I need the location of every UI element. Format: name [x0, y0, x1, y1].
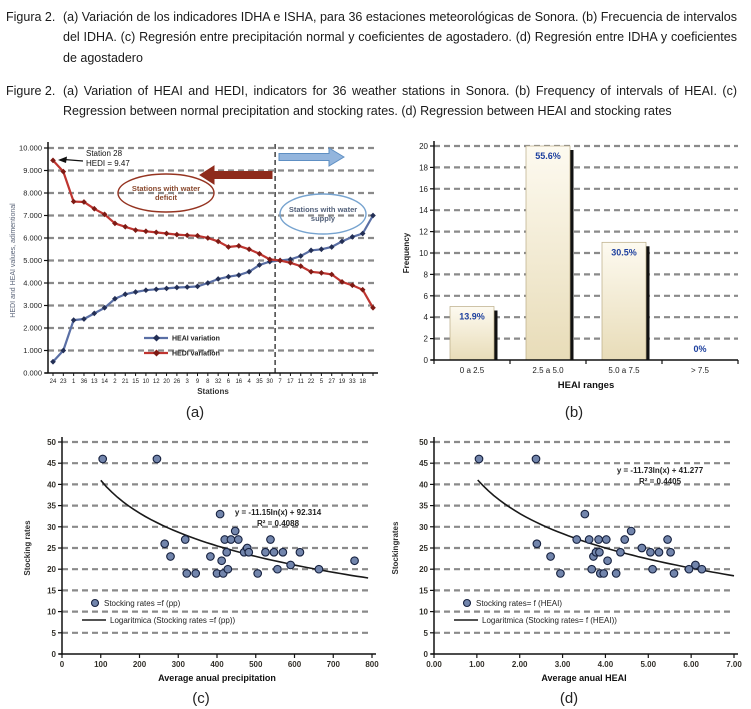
- x-tick-label: 17: [287, 379, 294, 385]
- y-tick-label: 10: [419, 607, 428, 617]
- x-tick-label: 36: [80, 379, 88, 385]
- y-tick-label: 8: [423, 270, 428, 280]
- x-tick-label: 21: [121, 379, 129, 385]
- data-point: [581, 510, 589, 518]
- data-point: [267, 536, 275, 544]
- data-point-marker: [195, 284, 201, 290]
- data-point: [655, 548, 663, 556]
- data-point: [533, 540, 541, 548]
- bar-shadow: [494, 311, 498, 361]
- data-point: [638, 544, 646, 552]
- y-tick-label: 20: [419, 565, 428, 575]
- x-tick-label: 9: [195, 379, 200, 385]
- x-tick-label: 200: [132, 660, 147, 669]
- data-point: [667, 548, 675, 556]
- x-tick-label: 24: [49, 379, 57, 385]
- x-tick-label: 20: [163, 379, 170, 385]
- trend-equation: y = -11.15ln(x) + 92.314: [234, 508, 322, 517]
- data-point-marker: [153, 230, 159, 236]
- x-tick-label: 15: [132, 379, 139, 385]
- data-point-marker: [236, 243, 242, 249]
- data-point-marker: [153, 286, 159, 292]
- bar-shadow: [646, 246, 650, 360]
- y-tick-label: 35: [419, 501, 428, 511]
- x-tick-label: 26: [173, 379, 181, 385]
- data-point-marker: [174, 232, 180, 238]
- deficit-ellipse-label: Stations with water: [131, 184, 201, 193]
- y-tick-label: 25: [47, 544, 56, 553]
- data-point: [235, 536, 243, 544]
- data-point: [670, 570, 678, 578]
- data-point: [224, 565, 232, 573]
- data-point: [627, 527, 635, 535]
- x-tick-label: 2.00: [511, 660, 528, 669]
- data-point-marker: [319, 246, 325, 252]
- data-point-marker: [205, 280, 211, 286]
- y-tick-label: 12: [419, 227, 428, 237]
- bar-value-label: 0%: [693, 344, 707, 354]
- y-tick-label: 5: [423, 628, 428, 638]
- y-tick-label: 1.000: [23, 346, 42, 355]
- y-tick-label: 30: [47, 522, 56, 532]
- data-point-marker: [184, 284, 190, 290]
- bar: [526, 146, 570, 360]
- bar-shadow: [570, 150, 574, 360]
- x-tick-label: 12: [152, 379, 160, 385]
- x-tick-label: 7: [278, 379, 282, 385]
- data-point-marker: [236, 272, 242, 278]
- supply-ellipse-label: Stations with water: [288, 205, 358, 214]
- y-tick-label: 45: [419, 459, 428, 469]
- annotation-arrow-head-icon: [58, 157, 67, 164]
- y-tick-label: 40: [47, 480, 56, 490]
- x-tick-label: 35: [256, 379, 263, 385]
- data-point-marker: [205, 235, 211, 241]
- trend-r2: R² = 0.4088: [256, 519, 300, 528]
- x-tick-label: 3: [185, 379, 189, 385]
- data-point: [588, 565, 596, 573]
- y-tick-label: 10: [47, 607, 56, 617]
- data-point-marker: [143, 287, 149, 293]
- data-point: [612, 570, 620, 578]
- x-tick-label: 4: [247, 379, 251, 385]
- chart-b-bar-chart: [400, 136, 748, 398]
- caption-english: [6, 81, 741, 122]
- figure-area: [0, 134, 751, 709]
- x-tick-label: 300: [171, 660, 185, 669]
- y-tick-label: 6.000: [23, 233, 42, 243]
- data-point: [647, 548, 655, 556]
- data-point: [617, 548, 625, 556]
- data-point-marker: [164, 231, 170, 237]
- x-tick-label: > 7.5: [690, 366, 710, 375]
- data-point: [245, 548, 253, 556]
- legend-label: Stocking rates =f (pp): [104, 599, 181, 608]
- y-tick-label: 2.000: [23, 323, 42, 333]
- x-tick-label: 2.5 a 5.0: [532, 366, 564, 375]
- data-point: [287, 561, 295, 569]
- data-point: [161, 540, 169, 548]
- y-tick-label: 45: [47, 459, 56, 469]
- x-tick-label: 1.00: [469, 660, 485, 669]
- x-tick-label: 800: [365, 660, 379, 669]
- y-tick-label: 6: [423, 291, 428, 301]
- station28-annotation: HEDI = 9.47: [86, 159, 130, 168]
- x-axis-title: HEAI ranges: [557, 380, 615, 391]
- data-point-marker: [71, 199, 77, 205]
- data-point: [99, 455, 107, 463]
- x-axis-title: Average anual HEAI: [541, 673, 627, 683]
- panel-label-c: (c): [192, 690, 210, 707]
- legend-label: HEAI variation: [172, 335, 220, 343]
- y-tick-label: 50: [419, 438, 428, 447]
- x-tick-label: 0: [59, 660, 65, 669]
- annotation-arrow-line: [64, 160, 83, 162]
- data-point: [296, 548, 304, 556]
- chart-a-container: [6, 136, 384, 421]
- legend-label: HEDI variation: [172, 350, 220, 358]
- data-point: [585, 536, 593, 544]
- y-tick-label: 10: [419, 249, 428, 258]
- data-point: [181, 536, 189, 544]
- data-point: [649, 565, 657, 573]
- x-tick-label: 3.00: [554, 660, 571, 669]
- legend-marker-swatch: [153, 334, 160, 341]
- data-point: [223, 548, 231, 556]
- data-point-marker: [174, 285, 180, 291]
- x-tick-label: 6.00: [683, 660, 699, 669]
- data-point: [475, 455, 483, 463]
- data-point: [573, 536, 581, 544]
- data-point-marker: [226, 274, 232, 280]
- data-point-marker: [122, 224, 128, 230]
- data-point: [262, 548, 270, 556]
- bar: [602, 242, 646, 360]
- y-tick-label: 0: [423, 356, 428, 365]
- chart-d-container: [388, 432, 750, 707]
- x-tick-label: 22: [307, 379, 315, 385]
- chart-c-container: [20, 432, 382, 707]
- x-tick-label: 0 a 2.5: [459, 366, 485, 375]
- data-point-marker: [133, 227, 139, 233]
- x-tick-label: 100: [94, 660, 108, 669]
- x-tick-label: 33: [349, 379, 356, 385]
- y-axis-title: Stocking rates: [23, 520, 32, 576]
- y-tick-label: 4: [423, 313, 428, 323]
- chart-d-scatter-chart: [388, 432, 750, 684]
- caption-english-text: (a) Variation of HEAI and HEDI, indicators for 36 weather stations in Sonora. (b) Frequency of intervals of HEAI. (c) Regression between normal precipitation and stocking rates. (d) Regression between HEAI and stocking rates: [63, 83, 737, 118]
- x-tick-label: 18: [359, 379, 367, 385]
- data-point-marker: [71, 317, 77, 323]
- x-tick-label: 23: [59, 379, 67, 385]
- trend-r2: R² = 0.4405: [638, 477, 682, 486]
- y-tick-label: 5: [51, 628, 56, 638]
- x-tick-label: 11: [297, 379, 304, 385]
- x-tick-label: 14: [101, 379, 108, 385]
- x-tick-label: 500: [249, 660, 263, 669]
- x-tick-label: 7.00: [726, 660, 742, 669]
- data-point: [600, 570, 608, 578]
- caption-english-label: Figure 2.: [6, 83, 56, 98]
- x-tick-label: 30: [266, 379, 274, 385]
- deficit-arrow-icon: [200, 166, 272, 184]
- y-tick-label: 3.000: [23, 301, 42, 310]
- x-tick-label: 10: [142, 379, 150, 385]
- data-point-marker: [143, 228, 149, 234]
- data-point: [227, 536, 235, 544]
- data-point: [698, 565, 706, 573]
- y-tick-label: 15: [47, 586, 56, 596]
- x-axis-title: Stations: [197, 387, 229, 396]
- legend-label: Logaritmica (Stocking rates= f (HEAI)): [482, 616, 617, 625]
- x-tick-label: 5: [319, 379, 324, 385]
- data-point: [557, 570, 565, 578]
- x-tick-label: 700: [326, 660, 340, 669]
- figure-captions: [0, 0, 751, 121]
- data-point: [595, 536, 603, 544]
- data-point: [216, 510, 224, 518]
- chart-c-scatter-chart: [20, 432, 382, 684]
- data-point: [547, 553, 555, 561]
- data-point: [279, 548, 287, 556]
- panel-label-d: (d): [559, 690, 579, 707]
- x-tick-label: 19: [338, 379, 346, 385]
- y-axis-title: Frequency: [402, 232, 411, 274]
- y-tick-label: 2: [423, 334, 428, 344]
- x-tick-label: 16: [235, 379, 243, 385]
- data-point: [664, 536, 672, 544]
- y-tick-label: 8.000: [23, 188, 42, 198]
- x-tick-label: 5.00: [640, 660, 657, 669]
- y-tick-label: 16: [419, 184, 428, 194]
- y-tick-label: 0.000: [23, 368, 42, 378]
- data-point: [231, 527, 239, 535]
- station28-annotation: Station 28: [86, 149, 123, 158]
- y-tick-label: 50: [47, 438, 56, 447]
- data-point: [218, 557, 226, 565]
- x-tick-label: 600: [287, 660, 302, 669]
- data-point: [254, 570, 262, 578]
- caption-spanish-label: Figura 2.: [6, 10, 56, 24]
- x-tick-label: 2: [113, 379, 117, 385]
- y-tick-label: 40: [419, 480, 428, 490]
- panel-label-a: (a): [185, 404, 205, 421]
- data-point: [596, 548, 604, 556]
- y-tick-label: 20: [47, 565, 56, 575]
- legend-label: Stocking rates= f (HEAI): [476, 599, 563, 608]
- data-point-marker: [277, 258, 283, 264]
- data-point: [315, 565, 323, 573]
- data-point: [274, 565, 282, 573]
- y-tick-label: 10.000: [19, 143, 42, 153]
- y-tick-label: 4.000: [23, 278, 42, 288]
- x-tick-label: 4.00: [597, 660, 614, 669]
- y-tick-label: 15: [419, 586, 428, 596]
- y-tick-label: 30: [419, 522, 428, 532]
- data-point: [621, 536, 629, 544]
- x-tick-label: 1: [71, 379, 76, 385]
- x-tick-label: 32: [214, 379, 222, 385]
- bar-value-label: 55.6%: [535, 151, 561, 161]
- y-tick-label: 0: [51, 650, 56, 659]
- caption-spanish: [6, 7, 741, 68]
- y-tick-label: 5.000: [23, 256, 42, 265]
- caption-spanish-text: (a) Variación de los indicadores IDHA e ISHA, para 36 estaciones meteorológicas de Sonora. (b) Frecuencia de intervalos del IDHA. (c) Regresión entre precipitación normal y coeficientes de agostadero. (d) Regresión entre IDHA y coeficientes de agostadero: [63, 10, 737, 65]
- data-point: [192, 570, 200, 578]
- legend-marker-swatch: [92, 600, 99, 607]
- data-point: [167, 553, 175, 561]
- y-tick-label: 25: [419, 544, 428, 553]
- legend-label: Logaritmica (Stocking rates =f (pp)): [110, 616, 236, 625]
- y-axis-title: HEDI and HEAI values, adimentional: [10, 203, 17, 318]
- bar-value-label: 13.9%: [459, 311, 485, 322]
- data-point-marker: [164, 286, 170, 292]
- y-tick-label: 35: [47, 501, 56, 511]
- bar-value-label: 30.5%: [611, 247, 637, 258]
- x-tick-label: 5.0 a 7.5: [608, 366, 640, 375]
- data-point: [604, 557, 612, 565]
- y-tick-label: 18: [419, 163, 428, 173]
- y-tick-label: 20: [419, 142, 428, 151]
- x-axis-title: Average anual precipitation: [158, 673, 276, 683]
- chart-a-line-chart: [6, 136, 384, 398]
- legend-marker-swatch: [464, 600, 471, 607]
- data-point-marker: [133, 289, 139, 295]
- chart-b-container: [400, 136, 748, 421]
- data-point: [207, 553, 215, 561]
- y-tick-label: 7.000: [23, 211, 42, 220]
- y-tick-label: 0: [423, 650, 428, 659]
- supply-ellipse-label: supply: [310, 214, 336, 223]
- trend-equation: y = -11.73ln(x) + 41.277: [616, 466, 704, 475]
- y-axis-title: Stockingrates: [391, 521, 400, 575]
- y-tick-label: 14: [419, 206, 428, 216]
- x-tick-label: 400: [210, 660, 224, 669]
- x-tick-label: 0.00: [426, 660, 442, 669]
- x-tick-label: 27: [328, 379, 336, 385]
- supply-arrow-icon: [279, 148, 344, 166]
- data-point: [183, 570, 191, 578]
- x-tick-label: 13: [90, 379, 98, 385]
- data-point: [351, 557, 359, 565]
- data-point: [270, 548, 278, 556]
- data-point: [532, 455, 540, 463]
- data-point: [153, 455, 161, 463]
- x-tick-label: 8: [206, 379, 210, 385]
- y-tick-label: 9.000: [23, 166, 42, 175]
- data-point: [602, 536, 610, 544]
- data-point-marker: [319, 270, 325, 276]
- panel-label-b: (b): [564, 404, 584, 421]
- x-tick-label: 6: [226, 379, 231, 385]
- deficit-ellipse-label: deficit: [154, 193, 178, 202]
